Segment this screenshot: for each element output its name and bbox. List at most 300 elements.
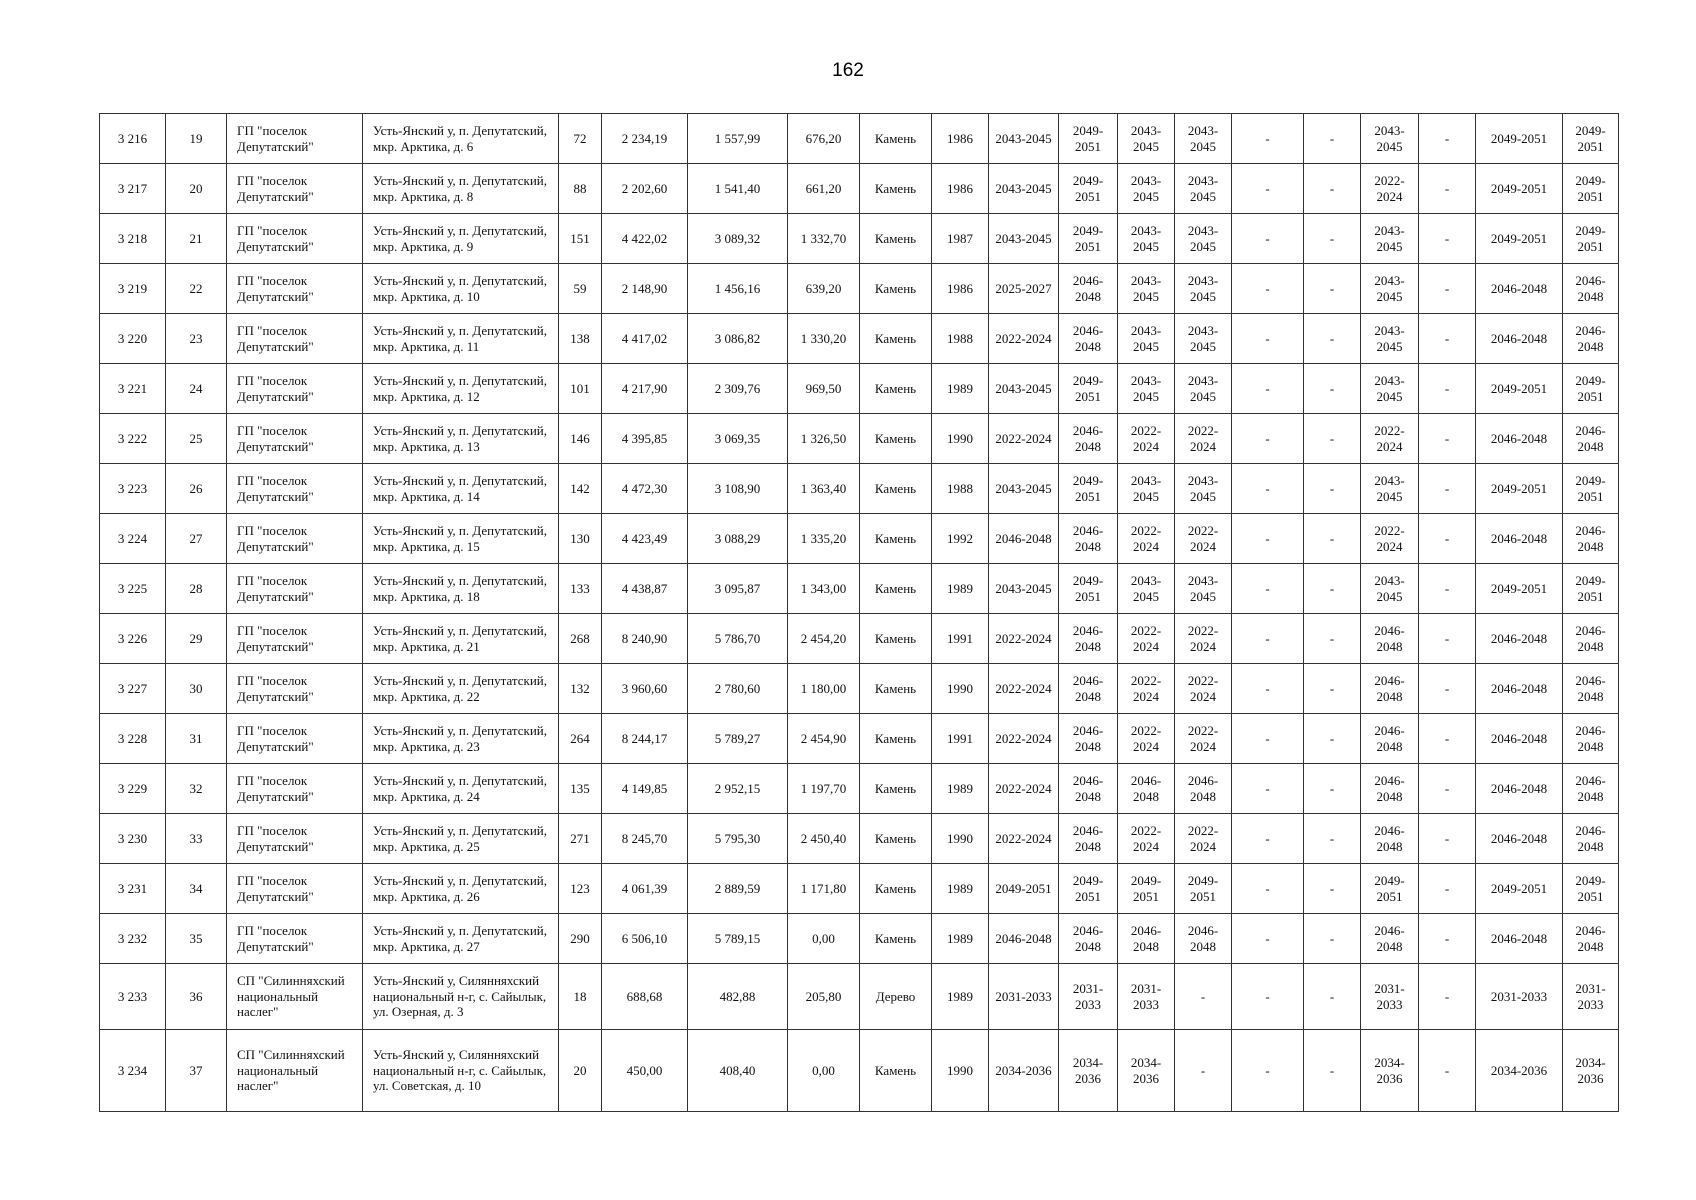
cell-repair-period-4: 2022-2024 xyxy=(1175,514,1232,564)
cell-non-living-area: 676,20 xyxy=(788,114,860,164)
cell-repair-period-6: - xyxy=(1304,714,1361,764)
cell-repair-period-2: 2046-2048 xyxy=(1059,414,1118,464)
cell-address: Усть-Янский у, п. Депутатский, мкр. Арктика, д. 14 xyxy=(363,464,559,514)
cell-repair-period-10: 2049-2051 xyxy=(1563,114,1619,164)
cell-non-living-area: 1 326,50 xyxy=(788,414,860,464)
cell-build-year: 1988 xyxy=(932,464,989,514)
cell-repair-period-2: 2046-2048 xyxy=(1059,664,1118,714)
cell-repair-period-5: - xyxy=(1232,464,1304,514)
cell-repair-period-10: 2046-2048 xyxy=(1563,714,1619,764)
cell-repair-period-9: 2046-2048 xyxy=(1476,664,1563,714)
cell-total-area: 4 422,02 xyxy=(602,214,688,264)
cell-address: Усть-Янский у, п. Депутатский, мкр. Арктика, д. 22 xyxy=(363,664,559,714)
cell-repair-period-5: - xyxy=(1232,1030,1304,1112)
cell-repair-period-7: 2043-2045 xyxy=(1361,314,1419,364)
cell-total-area: 8 240,90 xyxy=(602,614,688,664)
cell-build-year: 1989 xyxy=(932,914,989,964)
cell-repair-period-4: 2049-2051 xyxy=(1175,864,1232,914)
cell-build-year: 1989 xyxy=(932,364,989,414)
cell-row-number: 34 xyxy=(166,864,227,914)
cell-living-area: 3 088,29 xyxy=(688,514,788,564)
cell-non-living-area: 1 171,80 xyxy=(788,864,860,914)
cell-settlement-name: ГП "поселок Депутатский" xyxy=(227,764,363,814)
cell-repair-period-6: - xyxy=(1304,114,1361,164)
cell-repair-period-8: - xyxy=(1419,414,1476,464)
cell-residents-count: 135 xyxy=(559,764,602,814)
cell-residents-count: 268 xyxy=(559,614,602,664)
cell-residents-count: 264 xyxy=(559,714,602,764)
cell-non-living-area: 1 180,00 xyxy=(788,664,860,714)
cell-settlement-name: ГП "поселок Депутатский" xyxy=(227,214,363,264)
cell-repair-period-4: 2043-2045 xyxy=(1175,114,1232,164)
cell-row-number: 27 xyxy=(166,514,227,564)
cell-wall-material: Камень xyxy=(860,164,932,214)
cell-settlement-name: ГП "поселок Депутатский" xyxy=(227,414,363,464)
cell-repair-period-6: - xyxy=(1304,864,1361,914)
cell-repair-period-4: 2022-2024 xyxy=(1175,414,1232,464)
cell-repair-period-3: 2046-2048 xyxy=(1118,914,1175,964)
cell-repair-period-7: 2043-2045 xyxy=(1361,214,1419,264)
cell-repair-period-5: - xyxy=(1232,914,1304,964)
cell-repair-period-6: - xyxy=(1304,1030,1361,1112)
cell-repair-period-1: 2022-2024 xyxy=(989,414,1059,464)
cell-repair-period-1: 2031-2033 xyxy=(989,964,1059,1030)
cell-non-living-area: 661,20 xyxy=(788,164,860,214)
cell-repair-period-4: 2043-2045 xyxy=(1175,264,1232,314)
cell-build-year: 1986 xyxy=(932,114,989,164)
cell-address: Усть-Янский у, п. Депутатский, мкр. Арктика, д. 25 xyxy=(363,814,559,864)
cell-living-area: 2 952,15 xyxy=(688,764,788,814)
cell-repair-period-4: 2022-2024 xyxy=(1175,814,1232,864)
cell-repair-period-2: 2046-2048 xyxy=(1059,764,1118,814)
cell-residents-count: 132 xyxy=(559,664,602,714)
cell-repair-period-2: 2046-2048 xyxy=(1059,614,1118,664)
cell-settlement-name: ГП "поселок Депутатский" xyxy=(227,864,363,914)
cell-registry-number: 3 230 xyxy=(100,814,166,864)
cell-settlement-name: ГП "поселок Депутатский" xyxy=(227,914,363,964)
cell-repair-period-4: 2043-2045 xyxy=(1175,564,1232,614)
cell-build-year: 1986 xyxy=(932,164,989,214)
cell-total-area: 6 506,10 xyxy=(602,914,688,964)
cell-repair-period-8: - xyxy=(1419,764,1476,814)
cell-repair-period-1: 2022-2024 xyxy=(989,814,1059,864)
cell-repair-period-7: 2043-2045 xyxy=(1361,464,1419,514)
cell-wall-material: Камень xyxy=(860,764,932,814)
cell-repair-period-2: 2049-2051 xyxy=(1059,864,1118,914)
cell-wall-material: Камень xyxy=(860,214,932,264)
cell-build-year: 1990 xyxy=(932,814,989,864)
cell-repair-period-5: - xyxy=(1232,364,1304,414)
cell-total-area: 2 202,60 xyxy=(602,164,688,214)
cell-repair-period-8: - xyxy=(1419,264,1476,314)
cell-total-area: 450,00 xyxy=(602,1030,688,1112)
cell-repair-period-3: 2034-2036 xyxy=(1118,1030,1175,1112)
cell-repair-period-7: 2031-2033 xyxy=(1361,964,1419,1030)
cell-repair-period-8: - xyxy=(1419,814,1476,864)
cell-living-area: 5 786,70 xyxy=(688,614,788,664)
cell-wall-material: Камень xyxy=(860,114,932,164)
cell-non-living-area: 969,50 xyxy=(788,364,860,414)
cell-total-area: 4 417,02 xyxy=(602,314,688,364)
cell-repair-period-10: 2031-2033 xyxy=(1563,964,1619,1030)
cell-registry-number: 3 226 xyxy=(100,614,166,664)
cell-repair-period-3: 2022-2024 xyxy=(1118,714,1175,764)
cell-row-number: 26 xyxy=(166,464,227,514)
cell-row-number: 35 xyxy=(166,914,227,964)
cell-settlement-name: ГП "поселок Депутатский" xyxy=(227,114,363,164)
cell-total-area: 2 148,90 xyxy=(602,264,688,314)
cell-address: Усть-Янский у, п. Депутатский, мкр. Арктика, д. 15 xyxy=(363,514,559,564)
cell-repair-period-4: 2043-2045 xyxy=(1175,164,1232,214)
cell-repair-period-9: 2049-2051 xyxy=(1476,564,1563,614)
table-row xyxy=(100,664,1619,714)
cell-repair-period-5: - xyxy=(1232,514,1304,564)
cell-settlement-name: СП "Силинняхский национальный наслег" xyxy=(227,964,363,1030)
cell-repair-period-3: 2043-2045 xyxy=(1118,464,1175,514)
cell-repair-period-6: - xyxy=(1304,164,1361,214)
cell-registry-number: 3 229 xyxy=(100,764,166,814)
cell-registry-number: 3 234 xyxy=(100,1030,166,1112)
cell-repair-period-4: 2043-2045 xyxy=(1175,314,1232,364)
cell-non-living-area: 639,20 xyxy=(788,264,860,314)
cell-repair-period-10: 2046-2048 xyxy=(1563,664,1619,714)
cell-settlement-name: ГП "поселок Депутатский" xyxy=(227,464,363,514)
cell-repair-period-7: 2034-2036 xyxy=(1361,1030,1419,1112)
cell-repair-period-2: 2046-2048 xyxy=(1059,514,1118,564)
cell-repair-period-3: 2043-2045 xyxy=(1118,364,1175,414)
cell-repair-period-6: - xyxy=(1304,564,1361,614)
cell-living-area: 5 789,15 xyxy=(688,914,788,964)
cell-repair-period-6: - xyxy=(1304,614,1361,664)
cell-repair-period-9: 2031-2033 xyxy=(1476,964,1563,1030)
cell-repair-period-1: 2049-2051 xyxy=(989,864,1059,914)
cell-repair-period-6: - xyxy=(1304,214,1361,264)
cell-settlement-name: ГП "поселок Депутатский" xyxy=(227,364,363,414)
cell-repair-period-6: - xyxy=(1304,464,1361,514)
cell-build-year: 1990 xyxy=(932,664,989,714)
cell-repair-period-10: 2049-2051 xyxy=(1563,464,1619,514)
cell-repair-period-7: 2022-2024 xyxy=(1361,164,1419,214)
cell-repair-period-4: 2022-2024 xyxy=(1175,614,1232,664)
cell-settlement-name: ГП "поселок Депутатский" xyxy=(227,714,363,764)
cell-repair-period-6: - xyxy=(1304,264,1361,314)
cell-repair-period-10: 2049-2051 xyxy=(1563,364,1619,414)
cell-repair-period-8: - xyxy=(1419,864,1476,914)
cell-repair-period-5: - xyxy=(1232,714,1304,764)
cell-repair-period-3: 2022-2024 xyxy=(1118,414,1175,464)
cell-row-number: 29 xyxy=(166,614,227,664)
cell-registry-number: 3 231 xyxy=(100,864,166,914)
cell-non-living-area: 0,00 xyxy=(788,914,860,964)
cell-living-area: 3 089,32 xyxy=(688,214,788,264)
cell-repair-period-2: 2046-2048 xyxy=(1059,314,1118,364)
cell-registry-number: 3 227 xyxy=(100,664,166,714)
cell-registry-number: 3 228 xyxy=(100,714,166,764)
cell-living-area: 1 541,40 xyxy=(688,164,788,214)
cell-repair-period-5: - xyxy=(1232,164,1304,214)
cell-total-area: 4 217,90 xyxy=(602,364,688,414)
cell-build-year: 1987 xyxy=(932,214,989,264)
cell-repair-period-6: - xyxy=(1304,314,1361,364)
cell-settlement-name: ГП "поселок Депутатский" xyxy=(227,564,363,614)
cell-repair-period-9: 2046-2048 xyxy=(1476,414,1563,464)
cell-total-area: 3 960,60 xyxy=(602,664,688,714)
cell-repair-period-1: 2043-2045 xyxy=(989,464,1059,514)
cell-repair-period-7: 2043-2045 xyxy=(1361,364,1419,414)
cell-repair-period-7: 2043-2045 xyxy=(1361,564,1419,614)
cell-settlement-name: ГП "поселок Депутатский" xyxy=(227,614,363,664)
cell-repair-period-5: - xyxy=(1232,764,1304,814)
cell-living-area: 1 456,16 xyxy=(688,264,788,314)
cell-non-living-area: 1 332,70 xyxy=(788,214,860,264)
cell-residents-count: 271 xyxy=(559,814,602,864)
table-row xyxy=(100,214,1619,264)
cell-repair-period-1: 2046-2048 xyxy=(989,514,1059,564)
cell-row-number: 36 xyxy=(166,964,227,1030)
cell-registry-number: 3 216 xyxy=(100,114,166,164)
cell-repair-period-1: 2043-2045 xyxy=(989,114,1059,164)
cell-build-year: 1991 xyxy=(932,614,989,664)
cell-settlement-name: ГП "поселок Депутатский" xyxy=(227,664,363,714)
cell-repair-period-9: 2046-2048 xyxy=(1476,614,1563,664)
cell-registry-number: 3 233 xyxy=(100,964,166,1030)
cell-registry-number: 3 223 xyxy=(100,464,166,514)
cell-non-living-area: 1 335,20 xyxy=(788,514,860,564)
cell-repair-period-8: - xyxy=(1419,564,1476,614)
cell-address: Усть-Янский у, п. Депутатский, мкр. Арктика, д. 27 xyxy=(363,914,559,964)
cell-address: Усть-Янский у, п. Депутатский, мкр. Арктика, д. 13 xyxy=(363,414,559,464)
cell-residents-count: 146 xyxy=(559,414,602,464)
cell-repair-period-10: 2046-2048 xyxy=(1563,314,1619,364)
cell-repair-period-3: 2022-2024 xyxy=(1118,614,1175,664)
cell-address: Усть-Янский у, п. Депутатский, мкр. Арктика, д. 24 xyxy=(363,764,559,814)
table-row xyxy=(100,964,1619,1030)
cell-repair-period-1: 2043-2045 xyxy=(989,214,1059,264)
cell-living-area: 3 069,35 xyxy=(688,414,788,464)
cell-repair-period-9: 2046-2048 xyxy=(1476,314,1563,364)
cell-repair-period-8: - xyxy=(1419,464,1476,514)
cell-residents-count: 133 xyxy=(559,564,602,614)
cell-address: Усть-Янский у, п. Депутатский, мкр. Арктика, д. 21 xyxy=(363,614,559,664)
cell-residents-count: 151 xyxy=(559,214,602,264)
cell-wall-material: Камень xyxy=(860,464,932,514)
cell-repair-period-9: 2046-2048 xyxy=(1476,814,1563,864)
cell-repair-period-10: 2046-2048 xyxy=(1563,264,1619,314)
cell-repair-period-7: 2046-2048 xyxy=(1361,664,1419,714)
table-row xyxy=(100,864,1619,914)
table-row xyxy=(100,1030,1619,1112)
cell-wall-material: Камень xyxy=(860,264,932,314)
cell-residents-count: 72 xyxy=(559,114,602,164)
cell-row-number: 24 xyxy=(166,364,227,414)
cell-address: Усть-Янский у, п. Депутатский, мкр. Арктика, д. 23 xyxy=(363,714,559,764)
table-row xyxy=(100,514,1619,564)
cell-settlement-name: ГП "поселок Депутатский" xyxy=(227,164,363,214)
cell-build-year: 1989 xyxy=(932,764,989,814)
cell-settlement-name: ГП "поселок Депутатский" xyxy=(227,264,363,314)
cell-total-area: 8 245,70 xyxy=(602,814,688,864)
cell-wall-material: Камень xyxy=(860,514,932,564)
cell-repair-period-9: 2049-2051 xyxy=(1476,214,1563,264)
table-row xyxy=(100,264,1619,314)
cell-repair-period-7: 2046-2048 xyxy=(1361,614,1419,664)
cell-repair-period-10: 2046-2048 xyxy=(1563,614,1619,664)
cell-repair-period-2: 2046-2048 xyxy=(1059,264,1118,314)
cell-build-year: 1988 xyxy=(932,314,989,364)
cell-row-number: 32 xyxy=(166,764,227,814)
cell-repair-period-1: 2043-2045 xyxy=(989,164,1059,214)
cell-wall-material: Камень xyxy=(860,1030,932,1112)
cell-non-living-area: 0,00 xyxy=(788,1030,860,1112)
cell-repair-period-1: 2022-2024 xyxy=(989,614,1059,664)
table-row xyxy=(100,564,1619,614)
cell-address: Усть-Янский у, п. Депутатский, мкр. Арктика, д. 6 xyxy=(363,114,559,164)
cell-wall-material: Камень xyxy=(860,614,932,664)
cell-total-area: 4 423,49 xyxy=(602,514,688,564)
cell-non-living-area: 205,80 xyxy=(788,964,860,1030)
cell-repair-period-2: 2046-2048 xyxy=(1059,714,1118,764)
cell-row-number: 33 xyxy=(166,814,227,864)
cell-build-year: 1986 xyxy=(932,264,989,314)
cell-repair-period-8: - xyxy=(1419,714,1476,764)
cell-repair-period-6: - xyxy=(1304,414,1361,464)
cell-settlement-name: ГП "поселок Депутатский" xyxy=(227,314,363,364)
cell-repair-period-5: - xyxy=(1232,964,1304,1030)
cell-residents-count: 59 xyxy=(559,264,602,314)
cell-repair-period-2: 2046-2048 xyxy=(1059,914,1118,964)
cell-build-year: 1989 xyxy=(932,964,989,1030)
cell-residents-count: 138 xyxy=(559,314,602,364)
cell-repair-period-4: 2043-2045 xyxy=(1175,214,1232,264)
cell-repair-period-7: 2043-2045 xyxy=(1361,114,1419,164)
cell-address: Усть-Янский у, п. Депутатский, мкр. Арктика, д. 26 xyxy=(363,864,559,914)
cell-repair-period-4: 2046-2048 xyxy=(1175,914,1232,964)
cell-repair-period-10: 2046-2048 xyxy=(1563,514,1619,564)
cell-repair-period-7: 2046-2048 xyxy=(1361,714,1419,764)
cell-repair-period-4: 2022-2024 xyxy=(1175,664,1232,714)
cell-repair-period-4: 2043-2045 xyxy=(1175,364,1232,414)
cell-living-area: 3 095,87 xyxy=(688,564,788,614)
table-row xyxy=(100,464,1619,514)
cell-repair-period-5: - xyxy=(1232,564,1304,614)
cell-repair-period-5: - xyxy=(1232,264,1304,314)
cell-repair-period-3: 2049-2051 xyxy=(1118,864,1175,914)
cell-row-number: 21 xyxy=(166,214,227,264)
cell-repair-period-2: 2046-2048 xyxy=(1059,814,1118,864)
cell-row-number: 37 xyxy=(166,1030,227,1112)
cell-repair-period-10: 2046-2048 xyxy=(1563,764,1619,814)
cell-repair-period-3: 2031-2033 xyxy=(1118,964,1175,1030)
cell-repair-period-2: 2049-2051 xyxy=(1059,114,1118,164)
cell-address: Усть-Янский у, п. Депутатский, мкр. Арктика, д. 11 xyxy=(363,314,559,364)
cell-living-area: 408,40 xyxy=(688,1030,788,1112)
cell-living-area: 2 309,76 xyxy=(688,364,788,414)
cell-repair-period-6: - xyxy=(1304,364,1361,414)
cell-total-area: 688,68 xyxy=(602,964,688,1030)
cell-total-area: 4 149,85 xyxy=(602,764,688,814)
cell-repair-period-3: 2046-2048 xyxy=(1118,764,1175,814)
cell-living-area: 3 108,90 xyxy=(688,464,788,514)
table-row xyxy=(100,714,1619,764)
cell-repair-period-10: 2049-2051 xyxy=(1563,214,1619,264)
cell-repair-period-4: 2022-2024 xyxy=(1175,714,1232,764)
cell-registry-number: 3 225 xyxy=(100,564,166,614)
cell-repair-period-10: 2046-2048 xyxy=(1563,914,1619,964)
cell-repair-period-10: 2034-2036 xyxy=(1563,1030,1619,1112)
cell-address: Усть-Янский у, п. Депутатский, мкр. Арктика, д. 12 xyxy=(363,364,559,414)
cell-repair-period-2: 2034-2036 xyxy=(1059,1030,1118,1112)
cell-repair-period-9: 2046-2048 xyxy=(1476,764,1563,814)
cell-repair-period-10: 2049-2051 xyxy=(1563,864,1619,914)
cell-repair-period-9: 2046-2048 xyxy=(1476,264,1563,314)
cell-non-living-area: 2 450,40 xyxy=(788,814,860,864)
cell-repair-period-7: 2022-2024 xyxy=(1361,514,1419,564)
table-row xyxy=(100,814,1619,864)
cell-repair-period-1: 2022-2024 xyxy=(989,714,1059,764)
cell-row-number: 20 xyxy=(166,164,227,214)
cell-build-year: 1992 xyxy=(932,514,989,564)
cell-repair-period-1: 2043-2045 xyxy=(989,364,1059,414)
cell-address: Усть-Янский у, Силянняхский национальный н-г, с. Сайылык, ул. Советская, д. 10 xyxy=(363,1030,559,1112)
cell-total-area: 2 234,19 xyxy=(602,114,688,164)
cell-repair-period-3: 2022-2024 xyxy=(1118,814,1175,864)
cell-wall-material: Камень xyxy=(860,364,932,414)
cell-total-area: 4 061,39 xyxy=(602,864,688,914)
cell-repair-period-8: - xyxy=(1419,514,1476,564)
cell-repair-period-1: 2022-2024 xyxy=(989,764,1059,814)
cell-total-area: 4 472,30 xyxy=(602,464,688,514)
cell-non-living-area: 2 454,90 xyxy=(788,714,860,764)
cell-repair-period-2: 2049-2051 xyxy=(1059,464,1118,514)
cell-repair-period-5: - xyxy=(1232,114,1304,164)
cell-row-number: 30 xyxy=(166,664,227,714)
cell-wall-material: Камень xyxy=(860,414,932,464)
cell-wall-material: Камень xyxy=(860,314,932,364)
cell-build-year: 1990 xyxy=(932,1030,989,1112)
cell-repair-period-3: 2043-2045 xyxy=(1118,114,1175,164)
cell-repair-period-6: - xyxy=(1304,664,1361,714)
cell-repair-period-10: 2046-2048 xyxy=(1563,814,1619,864)
cell-settlement-name: СП "Силинняхский национальный наслег" xyxy=(227,1030,363,1112)
cell-repair-period-5: - xyxy=(1232,864,1304,914)
cell-repair-period-3: 2043-2045 xyxy=(1118,314,1175,364)
cell-address: Усть-Янский у, Силянняхский национальный н-г, с. Сайылык, ул. Озерная, д. 3 xyxy=(363,964,559,1030)
cell-repair-period-6: - xyxy=(1304,964,1361,1030)
cell-address: Усть-Янский у, п. Депутатский, мкр. Арктика, д. 18 xyxy=(363,564,559,614)
cell-repair-period-5: - xyxy=(1232,664,1304,714)
table-row xyxy=(100,914,1619,964)
cell-residents-count: 18 xyxy=(559,964,602,1030)
cell-repair-period-10: 2049-2051 xyxy=(1563,164,1619,214)
cell-repair-period-2: 2049-2051 xyxy=(1059,564,1118,614)
cell-repair-period-9: 2049-2051 xyxy=(1476,164,1563,214)
cell-repair-period-6: - xyxy=(1304,764,1361,814)
cell-non-living-area: 2 454,20 xyxy=(788,614,860,664)
cell-repair-period-7: 2046-2048 xyxy=(1361,914,1419,964)
cell-residents-count: 130 xyxy=(559,514,602,564)
cell-repair-period-8: - xyxy=(1419,314,1476,364)
cell-repair-period-7: 2046-2048 xyxy=(1361,764,1419,814)
cell-residents-count: 101 xyxy=(559,364,602,414)
housing-register-table xyxy=(99,113,1619,1112)
cell-repair-period-8: - xyxy=(1419,1030,1476,1112)
table-row xyxy=(100,764,1619,814)
cell-registry-number: 3 219 xyxy=(100,264,166,314)
cell-repair-period-2: 2049-2051 xyxy=(1059,364,1118,414)
cell-total-area: 4 395,85 xyxy=(602,414,688,464)
cell-wall-material: Камень xyxy=(860,714,932,764)
cell-repair-period-2: 2049-2051 xyxy=(1059,214,1118,264)
